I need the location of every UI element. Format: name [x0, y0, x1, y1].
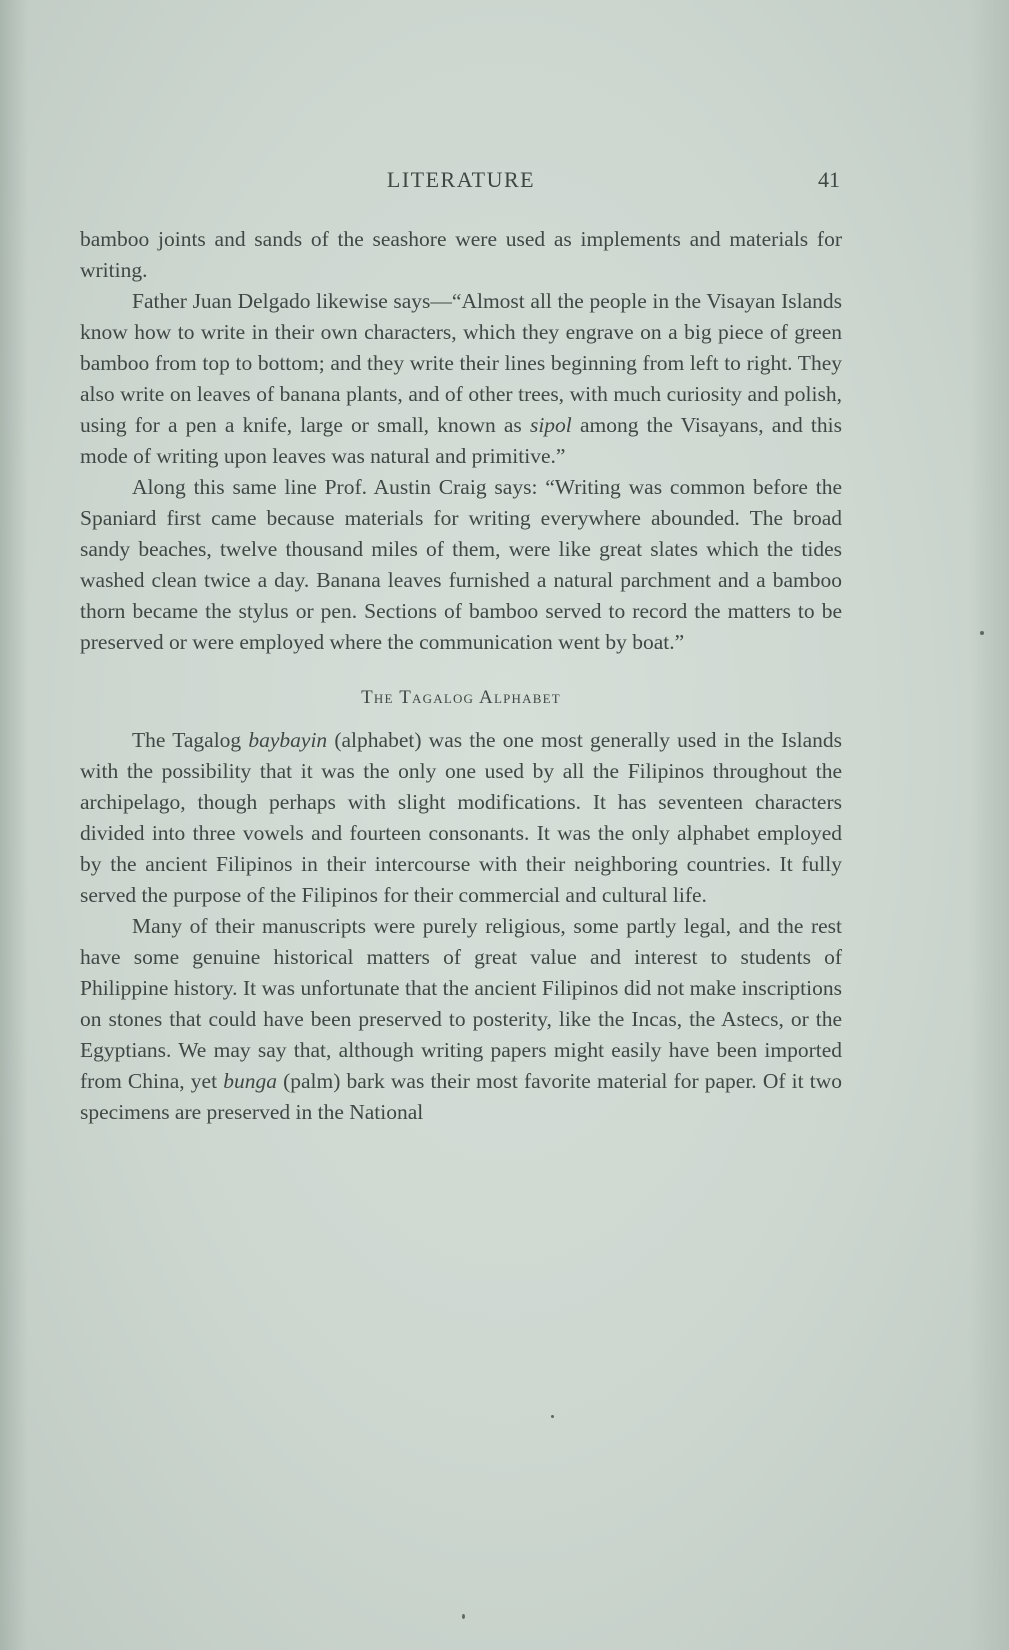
paragraph-text: Father Juan Delgado likewise says—“Almost all the people in the Visayan Islands know how to write in their own characters, which they engrave on a big piece of green bamboo from top to bottom; and they write their lines beginning from left to right. They also write on leaves of banana plants, and of other trees, with much curiosity and polish, using for a pen a knife, large or small, known as	[80, 289, 842, 437]
paragraph-text: Along this same line Prof. Austin Craig says: “Writing was common before the Spaniard first came because materials for writing everywhere abounded. The broad sandy beaches, twelve thousand miles of them, were like great slates which the tides washed clean twice a day. Banana leaves furnished a natural parchment and a bamboo thorn became the stylus or pen. Sections of bamboo served to record the matters to be preserved or were employed where the communication went by boat.”	[80, 475, 842, 654]
paper-speck	[462, 1614, 465, 1619]
italic-term: baybayin	[248, 728, 328, 752]
paragraph-text: Many of their manuscripts were purely religious, some partly legal, and the rest have some genuine historical matters of great value and interest to students of Philippine history. It was unfortunate that the ancient Filipinos did not make inscriptions on stones that could have been preserved to posterity, like the Incas, the Astecs, or the Egyptians. We may say that, although writing papers might easily have been imported from China, yet	[80, 914, 842, 1093]
italic-term: bunga	[223, 1069, 277, 1093]
paragraph	[80, 472, 842, 658]
running-title: LITERATURE	[386, 167, 536, 192]
paragraph-text: (palm) bark was their most favorite material for paper. Of it two specimens are preserved in the National	[80, 1069, 842, 1124]
body-text	[80, 224, 842, 1128]
paper-speck	[551, 1415, 554, 1418]
page-number: 41	[818, 167, 840, 192]
paragraph	[80, 224, 842, 286]
section-heading: The Tagalog Alphabet	[361, 687, 561, 708]
paragraph-text: The Tagalog	[132, 728, 249, 752]
page-shadow-right	[969, 0, 1009, 1650]
paragraph	[80, 911, 842, 1128]
italic-term: sipol	[529, 413, 572, 437]
paragraph-text: (alphabet) was the one most generally used in the Islands with the possibility that it was the only one used by all the Filipinos throughout the archipelago, though perhaps with slight modifications. It has seventeen characters divided into three vowels and fourteen consonants. It was the only alphabet employed by the ancient Filipinos in their intercourse with their neighboring countries. It fully served the purpose of the Filipinos for their commercial and cultural life.	[80, 728, 843, 907]
paper-speck	[980, 631, 984, 635]
paragraph	[80, 725, 842, 911]
paragraph-text: among the Visayans, and this mode of writing upon leaves was natural and primitive.”	[80, 413, 842, 468]
running-head	[82, 167, 840, 201]
paragraph	[80, 286, 842, 472]
page-shadow-left	[0, 0, 28, 1650]
paragraph-text: bamboo joints and sands of the seashore were used as implements and materials for writing.	[80, 227, 842, 282]
